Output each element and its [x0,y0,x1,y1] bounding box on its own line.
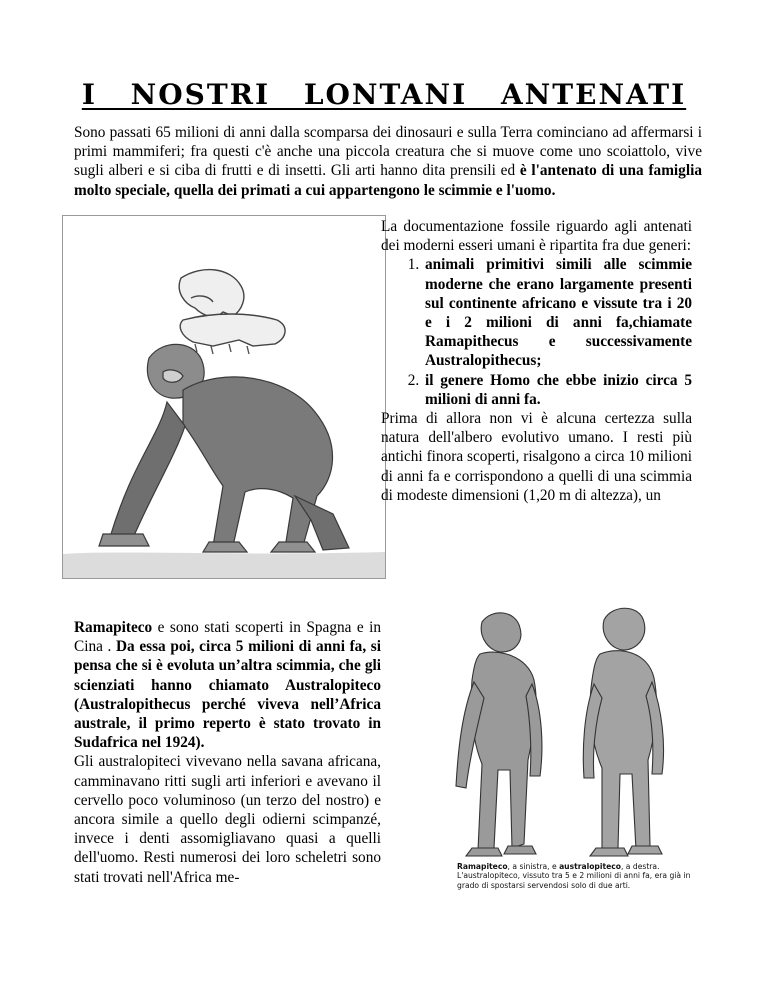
evolution-illustration [436,600,708,900]
genera-list [381,255,692,409]
page-title: I NOSTRI LONTANI ANTENATI [81,78,687,111]
australopiteco-figure [583,608,663,856]
list-item: 1. animali primitivi simili alle scimmie moderne che erano largamente presenti sul continente africano e vissute tra i 20 e i 2 milioni di anni fa,chiamate Ramapithecus e successivamente Australopithecus; [423,255,692,370]
figure-caption: Ramapiteco, a sinistra, e australopiteco, a destra. L'australopiteco, vissuto tra 5 e 2 milioni di anni fa, era già in grado di spostarsi servendosi solo di due arti. [457,862,691,890]
right-lead: La documentazione fossile riguardo agli antenati dei moderni esseri umani è ripartita fra due generi: [381,218,692,255]
ramapithecus-illustration [62,215,386,579]
ape-drawing [99,344,349,552]
list-item: 2. il genere Homo che ebbe inizio circa 5 milioni di anni fa. [423,371,692,409]
ramapiteco-figure [456,613,542,856]
intro-paragraph: Sono passati 65 milioni di anni dalla scomparsa dei dinosauri e sulla Terra cominciano ad affermarsi i primi mammiferi; fra questi c'è anche una piccola creatura che si muove come uno scoiattolo, vive sugli alberi e si ciba di frutti e di insetti. Gli arti hanno dita prensili ed è l'antenato di una famiglia molto speciale, quella dei primati a cui appartengono le scimmie e l'uomo. [74,124,702,199]
right-column-text [381,217,692,505]
ground-line [63,552,385,578]
right-paragraph: Prima di allora non vi è alcuna certezza sulla natura dell'albero evolutivo umano. I resti più antichi finora scoperti, risalgono a circa 10 milioni di anni fa e corrispondono a quelli di una scimmia di modeste dimensioni (1,20 m di altezza), un [381,410,692,504]
fossil-skull-sketch [179,270,285,354]
left-column-text: Ramapiteco e sono stati scoperti in Spagna e in Cina . Da essa poi, circa 5 milioni di anni fa, si pensa che si è evoluta un’altra scimmia, che gli scienziati hanno chiamato Australopiteco (Australopithecus perché viveva nell’Africa australe, il primo reperto è stato trovato in Sudafrica nel 1924). Gli australopiteci vivevano nella savana africana, camminavano ritti sugli arti inferiori e avevano il cervello poco voluminoso (un terzo del nostro) e ancora simile a quello degli odierni scimpanzé, invece i denti assomigliavano quasi a quelli dell'uomo. Resti numerosi dei loro scheletri sono stati trovati nell'Africa me- [74,619,381,886]
